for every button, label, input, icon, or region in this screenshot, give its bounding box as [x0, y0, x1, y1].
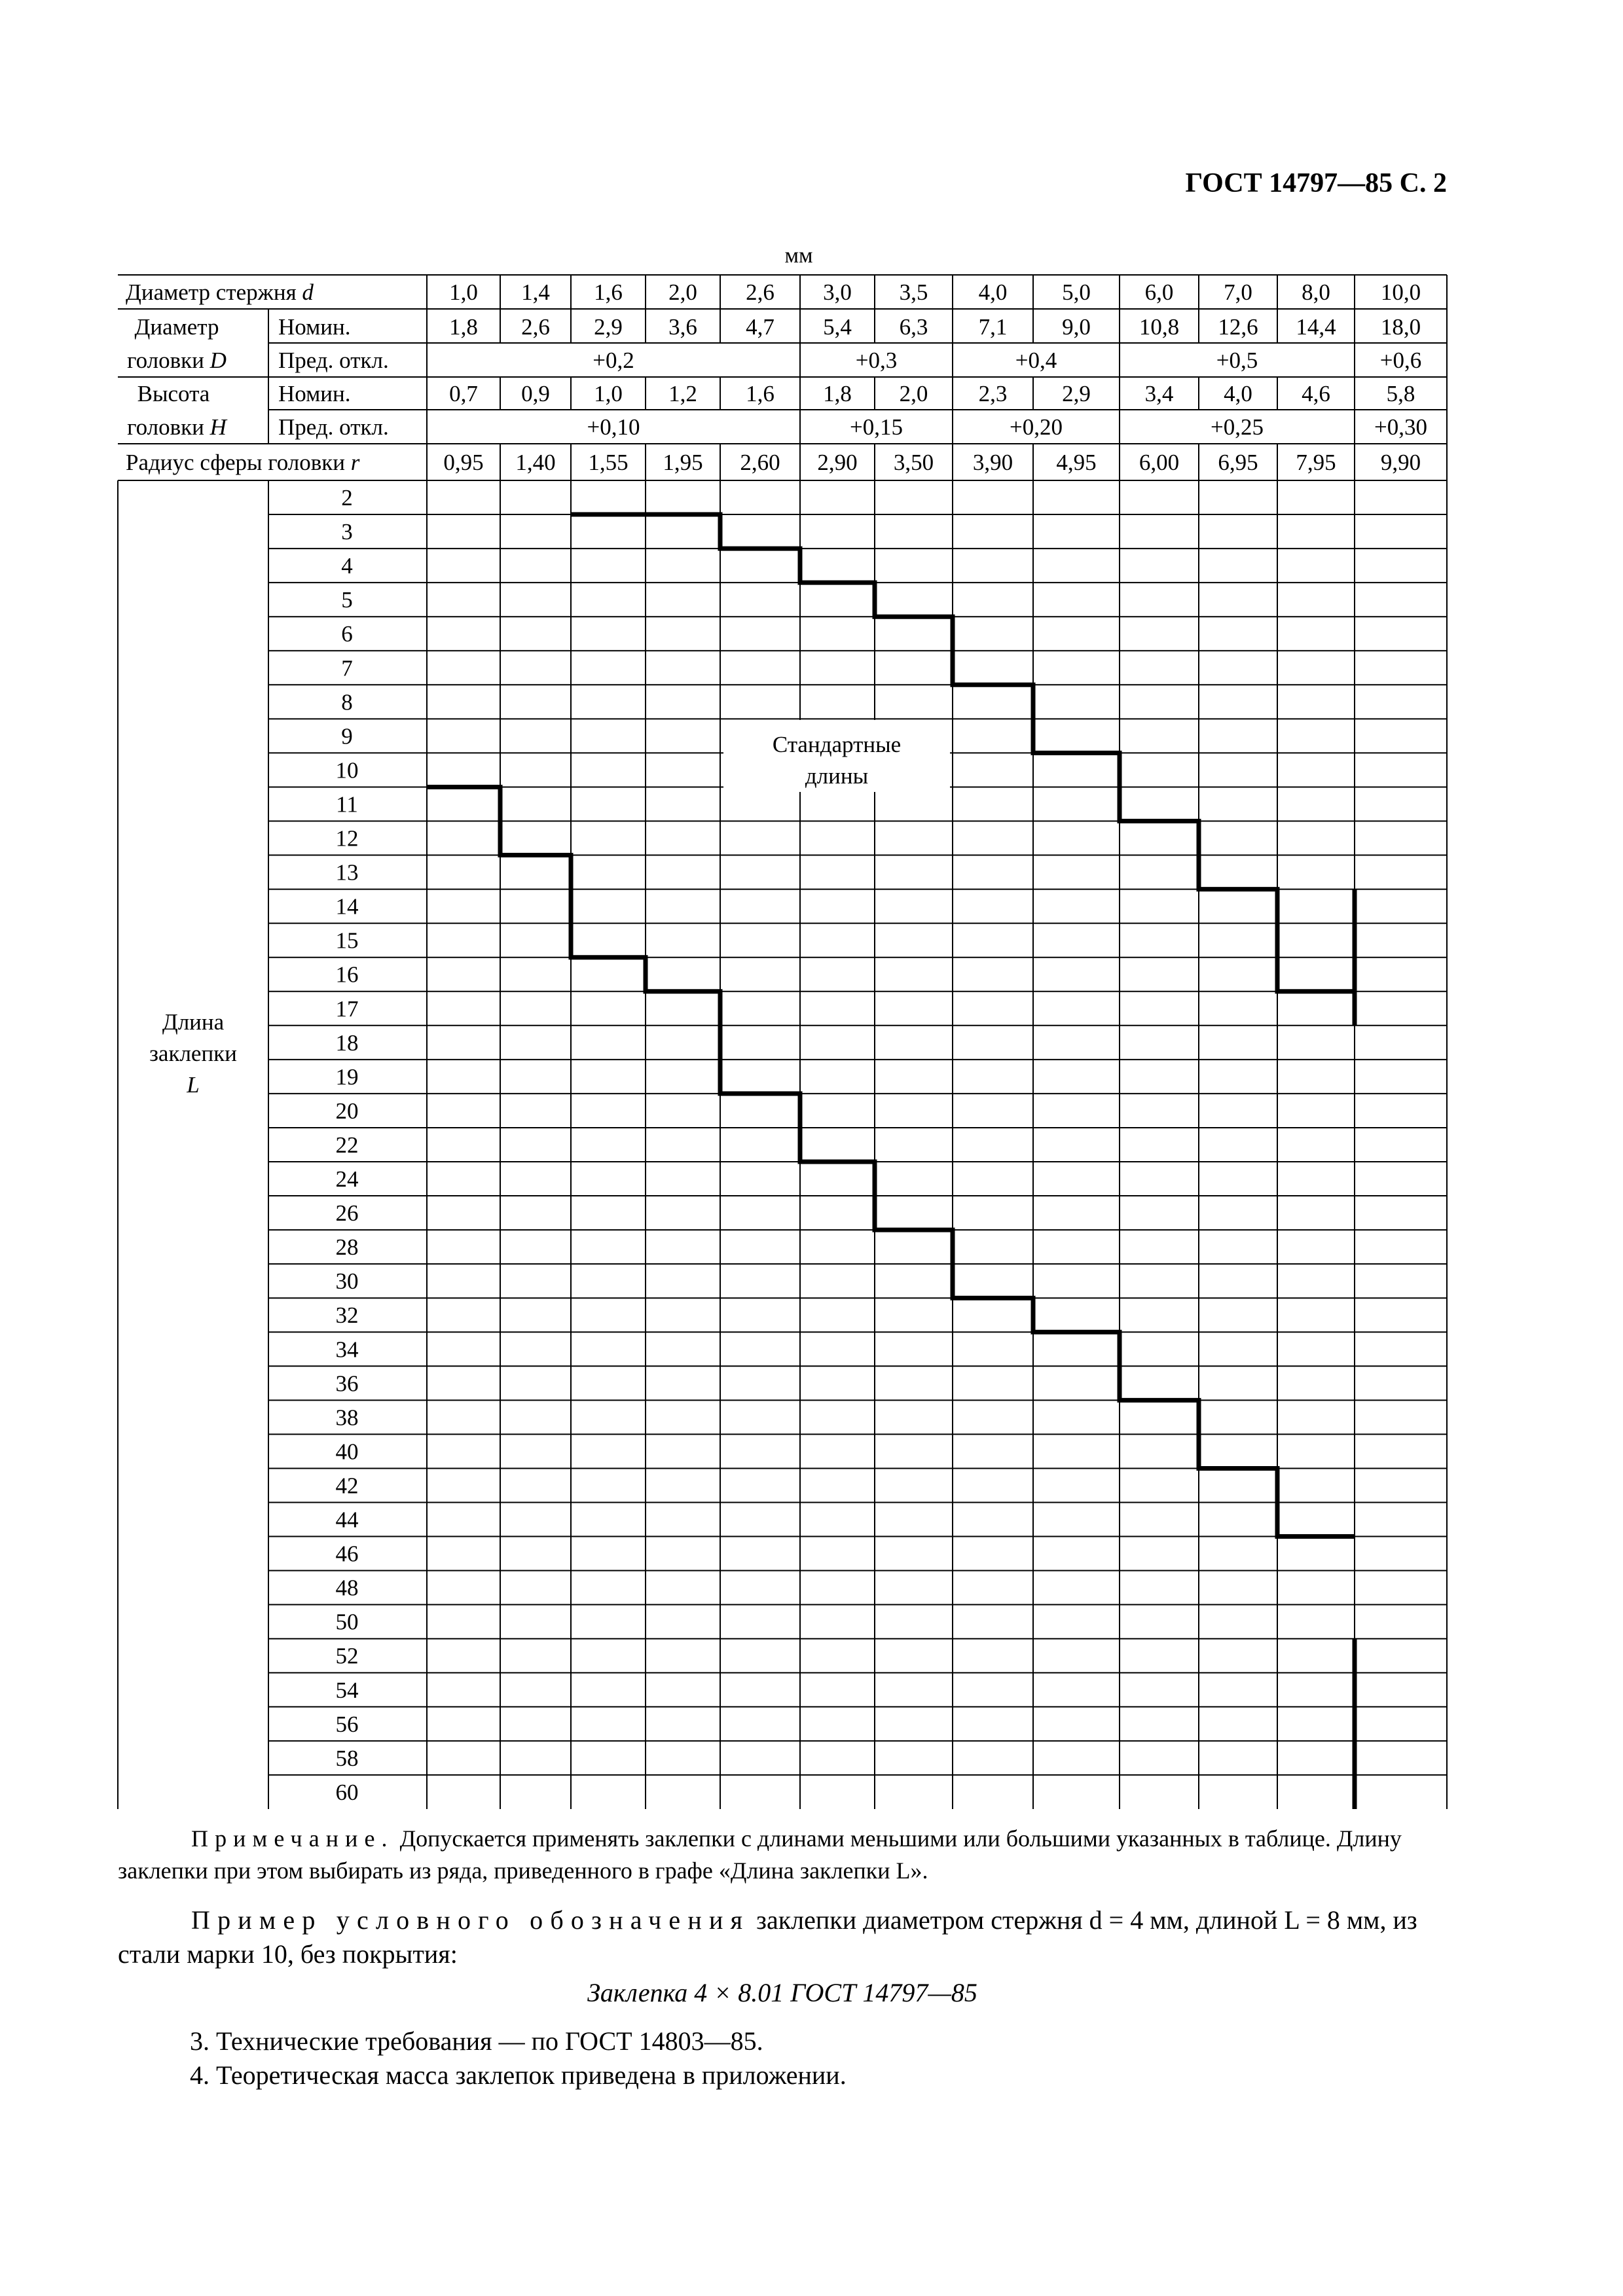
head-diameter-nominal: 1,8	[449, 314, 478, 340]
head-height-nominal: 3,4	[1144, 381, 1174, 406]
head-diameter-deviation: +0,5	[1216, 348, 1258, 373]
head-radius-value: 2,90	[817, 450, 858, 475]
rivet-length-value: 11	[336, 791, 358, 817]
rivet-length-value: 4	[341, 553, 353, 579]
head-radius-value: 1,40	[515, 450, 556, 475]
head-radius-value: 1,55	[588, 450, 629, 475]
head-diameter-deviation: +0,3	[855, 348, 898, 373]
head-height-nominal: 2,3	[978, 381, 1008, 406]
head-height-nominal: 4,0	[1224, 381, 1252, 406]
head-diameter-label-line2: головки D	[127, 348, 227, 373]
head-diameter-nominal: 6,3	[899, 314, 928, 340]
example-prefix: Пример условного обозначения	[191, 1905, 750, 1935]
rivet-length-value: 26	[335, 1200, 359, 1227]
standard-lengths-label: Стандартные	[772, 732, 902, 757]
rivet-length-value: 32	[335, 1302, 359, 1329]
head-height-label: Высота	[137, 381, 210, 406]
units-label: мм	[784, 243, 813, 268]
head-height-nominal: 5,8	[1386, 381, 1415, 406]
example-paragraph	[118, 1903, 1447, 1971]
head-height-label-line2: головки H	[127, 414, 227, 440]
rivet-length-value: 16	[335, 961, 359, 988]
head-diameter-nominal: 18,0	[1380, 314, 1421, 340]
document-header: ГОСТ 14797—85 С. 2	[1185, 168, 1447, 198]
rivet-length-value: 38	[335, 1405, 359, 1431]
rivet-length-value: 10	[335, 757, 359, 783]
rivet-length-value: 15	[335, 927, 359, 954]
head-diameter-nominal: 2,9	[594, 314, 623, 340]
head-diameter-nominal: 9,0	[1062, 314, 1091, 340]
shank-diameter-value: 8,0	[1302, 279, 1330, 305]
head-diameter-nominal: 4,7	[746, 314, 775, 340]
head-height-nominal: 1,2	[668, 381, 697, 406]
shank-diameter-value: 10,0	[1380, 279, 1421, 305]
head-diameter-deviation: +0,2	[593, 348, 634, 373]
head-height-nominal: 4,6	[1302, 381, 1330, 406]
rivet-length-value: 5	[341, 587, 353, 613]
head-diameter-nominal: 7,1	[978, 314, 1008, 340]
head-height-deviation: +0,30	[1374, 414, 1427, 440]
head-diameter-label: Диаметр	[134, 314, 219, 340]
shank-diameter-value: 2,6	[746, 279, 775, 305]
note-text: Допускается применять заклепки с длинами меньшими или большими указанных в таблице. Длину заклепки при этом выбирать из ряда, приведенного в графе «Длина заклепки L».	[118, 1825, 1402, 1884]
rivet-length-value: 54	[335, 1677, 359, 1703]
item-4: 4. Теоретическая масса заклепок приведена в приложении.	[190, 2060, 847, 2090]
shank-diameter-value: 6,0	[1144, 279, 1174, 305]
head-radius-value: 9,90	[1380, 450, 1421, 475]
rivet-length-label-symbol: L	[187, 1072, 200, 1098]
rivet-length-label-line2: заклепки	[149, 1041, 237, 1066]
rivet-length-value: 24	[335, 1166, 359, 1192]
rivet-length-value: 7	[341, 655, 353, 681]
rivet-length-value: 2	[341, 485, 353, 511]
head-radius-value: 6,00	[1139, 450, 1180, 475]
rivet-length-value: 13	[335, 859, 359, 886]
deviation-label-H: Пред. откл.	[278, 414, 389, 440]
rivet-length-value: 60	[335, 1779, 359, 1805]
deviation-label-D: Пред. откл.	[278, 348, 389, 373]
rivet-length-value: 36	[335, 1371, 359, 1397]
standard-lengths-label-line2: длины	[805, 763, 869, 789]
head-diameter-deviation: +0,4	[1015, 348, 1057, 373]
head-height-nominal: 1,8	[823, 381, 852, 406]
nominal-label-H: Номин.	[278, 381, 351, 406]
note-prefix: Примечание.	[191, 1825, 394, 1852]
shank-diameter-value: 4,0	[978, 279, 1008, 305]
rivet-length-value: 3	[341, 519, 353, 545]
item-3: 3. Технические требования — по ГОСТ 14803—85.	[190, 2026, 763, 2056]
head-diameter-nominal: 10,8	[1139, 314, 1180, 340]
example-designation: Заклепка 4 × 8.01 ГОСТ 14797—85	[587, 1978, 977, 2007]
rivet-length-value: 56	[335, 1711, 359, 1737]
shank-diameter-value: 1,6	[594, 279, 623, 305]
note-paragraph	[118, 1823, 1447, 1887]
nominal-label-D: Номин.	[278, 314, 351, 340]
head-radius-label: Радиус сферы головки r	[126, 450, 360, 475]
head-height-deviation: +0,10	[587, 414, 640, 440]
head-diameter-deviation: +0,6	[1379, 348, 1422, 373]
head-radius-value: 3,50	[893, 450, 934, 475]
head-radius-value: 7,95	[1296, 450, 1336, 475]
head-diameter-nominal: 5,4	[823, 314, 852, 340]
rivet-length-value: 30	[335, 1268, 359, 1295]
rivet-length-value: 12	[335, 825, 359, 852]
shank-diameter-label: Диаметр стержня d	[126, 279, 314, 305]
rivet-length-value: 18	[335, 1030, 359, 1056]
rivet-length-value: 22	[335, 1132, 359, 1158]
head-diameter-nominal: 12,6	[1218, 314, 1258, 340]
head-height-nominal: 1,6	[746, 381, 775, 406]
rivet-length-value: 17	[335, 996, 359, 1022]
rivet-length-value: 58	[335, 1745, 359, 1771]
head-height-nominal: 1,0	[594, 381, 623, 406]
head-height-nominal: 0,9	[521, 381, 550, 406]
head-radius-value: 3,90	[972, 450, 1013, 475]
example-text: заклепки диаметром стержня d = 4 мм, длиной L = 8 мм, из стали марки 10, без покрытия:	[118, 1905, 1417, 1969]
head-height-nominal: 2,9	[1062, 381, 1091, 406]
head-height-nominal: 0,7	[449, 381, 478, 406]
head-diameter-nominal: 2,6	[521, 314, 550, 340]
head-height-deviation: +0,25	[1211, 414, 1264, 440]
head-radius-value: 1,95	[663, 450, 703, 475]
head-radius-value: 6,95	[1218, 450, 1258, 475]
rivet-length-value: 48	[335, 1575, 359, 1601]
rivet-length-value: 6	[341, 621, 353, 647]
rivet-length-value: 44	[335, 1507, 359, 1533]
head-height-nominal: 2,0	[899, 381, 928, 406]
rivet-length-value: 40	[335, 1439, 359, 1465]
shank-diameter-value: 1,0	[449, 279, 478, 305]
rivet-length-value: 19	[335, 1064, 359, 1090]
rivet-length-value: 28	[335, 1234, 359, 1261]
rivet-length-value: 14	[335, 893, 359, 920]
head-diameter-nominal: 3,6	[668, 314, 697, 340]
shank-diameter-value: 3,0	[823, 279, 852, 305]
rivet-length-value: 50	[335, 1609, 359, 1635]
head-diameter-nominal: 14,4	[1296, 314, 1336, 340]
head-height-deviation: +0,20	[1010, 414, 1063, 440]
head-radius-value: 4,95	[1056, 450, 1097, 475]
rivet-length-value: 9	[341, 723, 353, 749]
shank-diameter-value: 2,0	[668, 279, 697, 305]
rivet-length-value: 46	[335, 1541, 359, 1567]
rivet-length-value: 20	[335, 1098, 359, 1124]
rivet-length-value: 42	[335, 1473, 359, 1499]
head-height-deviation: +0,15	[850, 414, 903, 440]
rivet-length-label: Длина	[162, 1009, 225, 1035]
rivet-length-value: 34	[335, 1336, 359, 1363]
shank-diameter-value: 5,0	[1062, 279, 1091, 305]
shank-diameter-value: 7,0	[1224, 279, 1252, 305]
rivet-length-value: 52	[335, 1643, 359, 1669]
shank-diameter-value: 1,4	[521, 279, 550, 305]
head-radius-value: 2,60	[740, 450, 780, 475]
head-radius-value: 0,95	[443, 450, 484, 475]
rivet-length-value: 8	[341, 689, 353, 715]
shank-diameter-value: 3,5	[899, 279, 928, 305]
